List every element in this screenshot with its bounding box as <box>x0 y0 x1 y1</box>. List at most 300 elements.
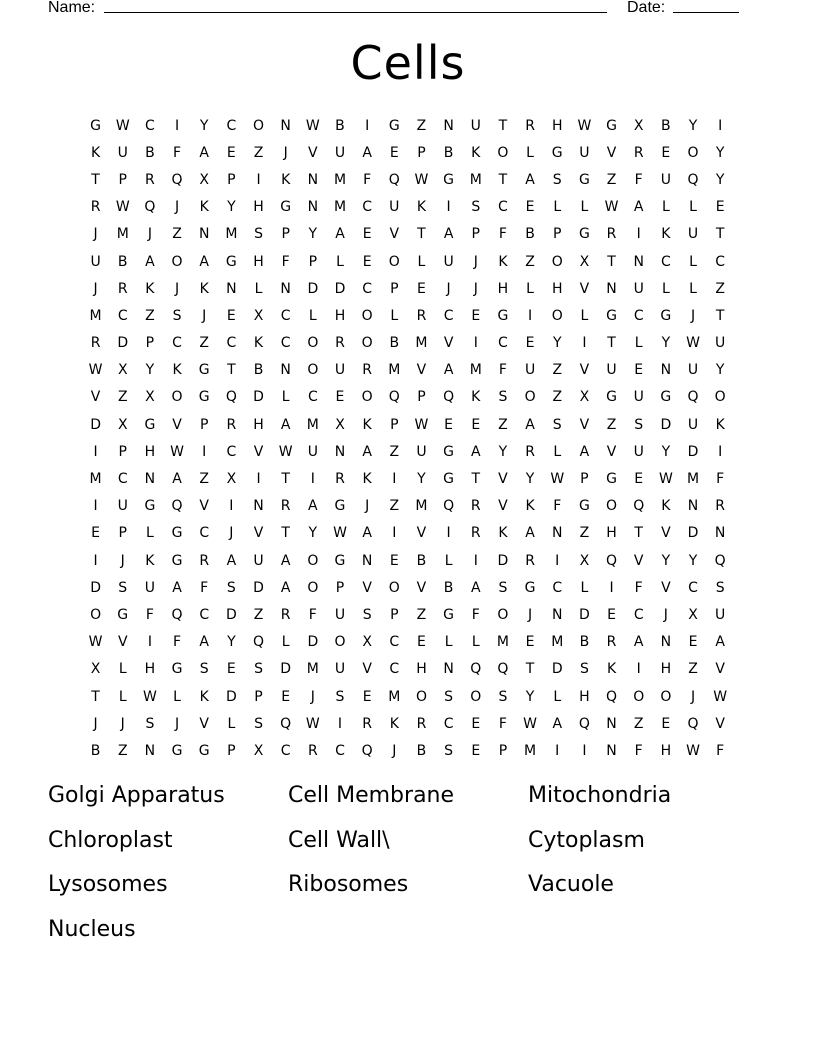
grid-letter: C <box>117 307 128 324</box>
word-list-item: Ribosomes <box>288 872 409 897</box>
grid-letter: R <box>470 525 481 542</box>
grid-row <box>82 411 734 438</box>
grid-letter: C <box>226 117 237 134</box>
grid-letter: O <box>687 144 699 161</box>
grid-letter: O <box>307 362 319 379</box>
grid-letter: Z <box>498 416 508 433</box>
grid-letter: M <box>469 171 482 188</box>
grid-letter: C <box>280 307 291 324</box>
grid-letter: M <box>415 498 428 515</box>
grid-letter: L <box>444 634 453 651</box>
grid-letter: H <box>253 416 264 433</box>
grid-letter: V <box>715 715 725 732</box>
grid-letter: R <box>525 552 535 569</box>
grid-letter: F <box>634 579 643 596</box>
grid-letter: A <box>362 144 372 161</box>
grid-letter: V <box>199 715 209 732</box>
grid-letter: L <box>689 280 697 297</box>
grid-letter: W <box>305 117 320 134</box>
grid-letter: H <box>144 661 156 678</box>
grid-letter: G <box>660 307 672 324</box>
word-list-item: Golgi Apparatus <box>48 783 225 808</box>
grid-letter: R <box>606 226 617 243</box>
grid-letter: V <box>579 416 590 433</box>
grid-letter: I <box>582 742 587 759</box>
grid-letter: J <box>174 280 180 297</box>
grid-letter: G <box>334 552 346 569</box>
grid-letter: K <box>145 280 155 297</box>
word-list-item: Cell Wall\ <box>288 827 390 853</box>
grid-letter: H <box>144 443 156 460</box>
grid-letter: G <box>225 253 237 270</box>
grid-letter: B <box>90 742 101 759</box>
grid-letter: C <box>443 307 454 324</box>
grid-letter: Q <box>606 688 618 705</box>
grid-letter: E <box>661 144 671 161</box>
grid-letter: K <box>199 199 209 216</box>
grid-letter: I <box>202 443 207 460</box>
grid-letter: C <box>389 661 400 678</box>
grid-letter: B <box>443 144 454 161</box>
grid-letter: L <box>526 280 534 297</box>
grid-letter: K <box>281 171 291 188</box>
grid-letter: D <box>280 661 292 678</box>
grid-letter: G <box>606 307 617 324</box>
grid-letter: G <box>443 171 455 188</box>
grid-letter: B <box>416 742 427 759</box>
grid-letter: J <box>690 307 696 324</box>
grid-letter: Q <box>144 199 156 216</box>
grid-letter: R <box>633 144 644 161</box>
grid-letter: O <box>388 253 400 270</box>
grid-letter: U <box>144 579 156 596</box>
grid-letter: P <box>417 144 426 161</box>
grid-letter: W <box>713 688 728 705</box>
grid-letter: A <box>280 552 291 569</box>
grid-letter: P <box>553 226 562 243</box>
grid-letter: A <box>280 416 291 433</box>
grid-letter: L <box>689 199 697 216</box>
grid-letter: A <box>172 579 182 596</box>
grid-letter: J <box>120 552 125 569</box>
grid-letter: F <box>498 362 507 379</box>
grid-letter: W <box>278 443 293 460</box>
grid-letter: H <box>497 280 509 297</box>
grid-letter: V <box>253 525 264 542</box>
grid-letter: S <box>471 199 481 216</box>
grid-letter: Q <box>253 634 265 651</box>
grid-letter: N <box>687 498 699 515</box>
grid-letter: W <box>88 362 103 379</box>
grid-letter: F <box>363 171 372 188</box>
grid-letter: P <box>390 416 399 433</box>
grid-letter: L <box>308 307 317 324</box>
grid-letter: I <box>229 498 234 515</box>
grid-letter: X <box>253 742 264 759</box>
grid-letter: T <box>607 253 616 270</box>
grid-letter: R <box>335 335 345 352</box>
grid-letter: L <box>254 280 263 297</box>
grid-letter: T <box>498 117 508 134</box>
grid-letter: T <box>281 525 290 542</box>
grid-letter: R <box>470 498 481 515</box>
grid-letter: G <box>443 471 455 488</box>
grid-letter: I <box>256 471 261 488</box>
grid-letter: G <box>171 742 183 759</box>
grid-letter: L <box>661 280 670 297</box>
grid-letter: Z <box>579 525 590 542</box>
grid-letter: O <box>524 389 536 406</box>
grid-letter: W <box>523 715 537 732</box>
grid-letter: Z <box>525 253 535 270</box>
grid-letter: G <box>144 498 156 515</box>
grid-letter: I <box>473 552 478 569</box>
grid-letter: X <box>117 362 128 379</box>
grid-letter: S <box>498 688 508 705</box>
grid-letter: R <box>416 307 427 324</box>
grid-letter: C <box>362 199 373 216</box>
grid-letter: A <box>280 579 291 596</box>
grid-letter: U <box>579 144 590 161</box>
grid-letter: C <box>660 253 671 270</box>
grid-letter: F <box>471 606 480 623</box>
grid-letter: D <box>307 280 319 297</box>
grid-letter: M <box>89 471 102 488</box>
grid-letter: S <box>715 579 725 596</box>
grid-letter: Y <box>525 471 535 488</box>
grid-letter: W <box>577 117 592 134</box>
grid-letter: P <box>580 471 589 488</box>
grid-letter: K <box>498 253 508 270</box>
grid-letter: O <box>470 688 482 705</box>
grid-letter: G <box>90 117 101 134</box>
word-list-item: Chloroplast <box>48 827 173 853</box>
page-title: Cells <box>350 36 466 90</box>
grid-letter: I <box>337 715 343 732</box>
grid-letter: T <box>227 362 236 379</box>
grid-letter: C <box>226 335 237 352</box>
grid-letter: R <box>90 335 101 352</box>
grid-letter: Q <box>687 171 699 188</box>
grid-letter: L <box>634 335 643 352</box>
grid-letter: N <box>660 362 672 379</box>
grid-letter: E <box>471 416 481 433</box>
grid-letter: U <box>416 443 427 460</box>
grid-row <box>82 275 734 302</box>
grid-letter: C <box>199 606 210 623</box>
grid-row <box>82 248 734 275</box>
grid-letter: F <box>498 715 507 732</box>
grid-letter: P <box>390 280 399 297</box>
grid-letter: L <box>390 307 399 324</box>
grid-letter: U <box>687 416 699 433</box>
grid-letter: U <box>334 661 346 678</box>
grid-letter: Y <box>715 362 725 379</box>
grid-letter: W <box>115 199 130 216</box>
grid-letter: S <box>254 715 263 732</box>
grid-letter: P <box>254 688 263 705</box>
grid-letter: V <box>633 552 644 569</box>
grid-letter: O <box>334 634 346 651</box>
grid-letter: Q <box>225 389 237 406</box>
grid-letter: J <box>93 226 98 243</box>
grid-letter: U <box>715 606 726 623</box>
grid-letter: I <box>528 307 533 324</box>
grid-letter: N <box>280 117 291 134</box>
grid-letter: P <box>118 525 127 542</box>
grid-letter: N <box>253 498 264 515</box>
grid-row <box>82 438 734 465</box>
grid-letter: I <box>718 443 723 460</box>
grid-letter: L <box>553 443 562 460</box>
grid-row <box>82 547 734 574</box>
grid-row <box>82 520 734 547</box>
grid-letter: K <box>661 226 671 243</box>
grid-letter: X <box>145 389 155 406</box>
grid-letter: F <box>634 742 643 759</box>
grid-letter: I <box>392 525 397 542</box>
grid-letter: H <box>551 117 563 134</box>
grid-letter: S <box>254 226 263 243</box>
grid-letter: S <box>254 661 263 678</box>
grid-letter: D <box>90 579 101 596</box>
grid-letter: Q <box>578 715 590 732</box>
grid-letter: U <box>470 117 481 134</box>
grid-letter: W <box>414 171 429 188</box>
grid-letter: J <box>283 144 288 161</box>
grid-letter: E <box>226 307 236 324</box>
grid-letter: A <box>443 226 454 243</box>
grid-letter: Q <box>171 498 183 515</box>
grid-letter: S <box>335 688 345 705</box>
grid-letter: S <box>118 579 128 596</box>
grid-letter: Z <box>172 226 182 243</box>
grid-letter: M <box>333 171 347 188</box>
grid-letter: N <box>334 443 346 460</box>
grid-letter: J <box>174 199 180 216</box>
grid-letter: L <box>281 389 290 406</box>
grid-letter: B <box>145 144 155 161</box>
grid-letter: E <box>661 715 671 732</box>
grid-letter: Q <box>633 498 645 515</box>
grid-row <box>82 166 734 193</box>
grid-letter: L <box>580 199 589 216</box>
grid-letter: O <box>660 688 672 705</box>
grid-letter: Y <box>661 443 671 460</box>
grid-letter: T <box>91 688 100 705</box>
grid-letter: P <box>417 389 426 406</box>
grid-letter: H <box>334 307 346 324</box>
grid-letter: S <box>579 661 589 678</box>
grid-letter: J <box>365 498 370 515</box>
grid-letter: Y <box>661 552 671 569</box>
grid-letter: H <box>660 661 672 678</box>
grid-letter: A <box>470 579 481 596</box>
grid-letter: G <box>388 117 400 134</box>
grid-letter: E <box>688 634 698 651</box>
grid-letter: N <box>307 199 319 216</box>
grid-letter: G <box>171 552 183 569</box>
grid-letter: D <box>660 416 672 433</box>
grid-letter: A <box>525 171 535 188</box>
grid-letter: L <box>281 634 290 651</box>
grid-letter: O <box>551 307 563 324</box>
grid-letter: Q <box>443 389 455 406</box>
grid-row <box>82 330 734 357</box>
grid-letter: M <box>469 362 482 379</box>
grid-letter: E <box>91 525 100 542</box>
grid-letter: I <box>392 471 397 488</box>
word-list-item: Lysosomes <box>48 872 168 897</box>
grid-letter: Y <box>688 552 698 569</box>
grid-letter: Z <box>416 606 427 623</box>
grid-letter: J <box>473 280 478 297</box>
grid-letter: R <box>117 280 128 297</box>
grid-row <box>82 357 734 384</box>
grid-letter: Z <box>389 498 400 515</box>
grid-letter: C <box>280 742 291 759</box>
grid-letter: G <box>334 498 346 515</box>
grid-letter: J <box>147 226 152 243</box>
grid-letter: C <box>633 307 644 324</box>
grid-letter: N <box>226 280 237 297</box>
grid-letter: H <box>551 280 563 297</box>
grid-letter: R <box>715 498 726 515</box>
grid-letter: D <box>253 579 264 596</box>
grid-letter: Z <box>199 335 209 352</box>
grid-letter: E <box>362 253 372 270</box>
grid-letter: Z <box>199 471 209 488</box>
grid-row <box>82 384 734 411</box>
grid-letter: M <box>415 335 428 352</box>
grid-letter: N <box>606 742 617 759</box>
grid-letter: B <box>443 579 454 596</box>
grid-letter: X <box>688 606 698 623</box>
grid-letter: U <box>687 362 699 379</box>
grid-letter: E <box>634 471 644 488</box>
grid-letter: S <box>552 171 562 188</box>
grid-letter: D <box>90 416 101 433</box>
grid-letter: U <box>90 253 101 270</box>
grid-letter: K <box>471 144 481 161</box>
grid-letter: G <box>171 525 183 542</box>
grid-letter: T <box>715 307 725 324</box>
grid-letter: I <box>555 552 560 569</box>
grid-letter: V <box>308 144 318 161</box>
grid-letter: K <box>199 280 209 297</box>
grid-letter: F <box>308 606 317 623</box>
grid-letter: Z <box>552 389 563 406</box>
grid-letter: P <box>118 443 127 460</box>
grid-letter: Z <box>145 307 155 324</box>
grid-letter: C <box>498 199 508 216</box>
grid-letter: I <box>310 471 315 488</box>
grid-letter: V <box>498 498 508 515</box>
grid-letter: M <box>89 307 102 324</box>
grid-row <box>82 112 734 139</box>
grid-letter: V <box>661 525 671 542</box>
grid-letter: U <box>334 144 346 161</box>
grid-letter: L <box>227 715 236 732</box>
grid-letter: L <box>145 525 154 542</box>
grid-letter: R <box>362 362 372 379</box>
grid-letter: T <box>91 171 100 188</box>
grid-letter: G <box>606 471 617 488</box>
grid-letter: C <box>443 715 454 732</box>
grid-letter: Y <box>199 117 209 134</box>
grid-letter: V <box>661 579 671 596</box>
grid-letter: V <box>579 280 590 297</box>
grid-letter: N <box>551 525 563 542</box>
grid-letter: Y <box>417 471 426 488</box>
grid-letter: I <box>446 525 451 542</box>
grid-letter: S <box>552 416 562 433</box>
grid-letter: Z <box>688 661 698 678</box>
grid-letter: I <box>555 742 560 759</box>
grid-letter: C <box>389 634 400 651</box>
grid-letter: M <box>686 471 700 488</box>
grid-row <box>82 493 734 520</box>
grid-letter: H <box>660 742 672 759</box>
grid-letter: L <box>444 552 453 569</box>
grid-letter: A <box>199 144 209 161</box>
grid-letter: D <box>253 389 264 406</box>
grid-letter: E <box>607 606 616 623</box>
word-list <box>48 778 768 956</box>
grid-letter: N <box>198 226 210 243</box>
grid-letter: K <box>498 525 508 542</box>
grid-letter: L <box>118 688 127 705</box>
grid-letter: D <box>687 443 699 460</box>
grid-letter: M <box>388 688 401 705</box>
grid-letter: Z <box>117 389 128 406</box>
grid-letter: I <box>93 498 98 515</box>
grid-letter: X <box>253 307 264 324</box>
word-list-item: Cell Membrane <box>288 783 455 808</box>
grid-letter: U <box>660 171 671 188</box>
grid-letter: N <box>144 742 156 759</box>
grid-letter: L <box>471 634 480 651</box>
grid-letter: E <box>634 362 644 379</box>
grid-letter: G <box>578 226 590 243</box>
grid-letter: H <box>579 688 590 705</box>
grid-letter: A <box>552 715 563 732</box>
grid-letter: K <box>172 362 182 379</box>
grid-letter: Q <box>687 715 699 732</box>
grid-letter: R <box>416 715 427 732</box>
grid-letter: X <box>335 416 345 433</box>
grid-letter: Z <box>389 443 400 460</box>
grid-letter: T <box>417 226 426 243</box>
grid-letter: D <box>579 606 590 623</box>
grid-letter: Z <box>606 416 617 433</box>
grid-row <box>82 601 734 628</box>
grid-row <box>82 302 734 329</box>
grid-letter: M <box>116 226 129 243</box>
grid-letter: R <box>335 471 345 488</box>
grid-letter: Z <box>633 715 644 732</box>
grid-letter: G <box>198 742 210 759</box>
grid-letter: O <box>307 579 319 596</box>
grid-letter: P <box>281 226 290 243</box>
grid-letter: E <box>389 552 399 569</box>
grid-letter: K <box>199 688 209 705</box>
grid-letter: T <box>634 525 643 542</box>
grid-letter: O <box>714 389 726 406</box>
grid-letter: A <box>145 253 155 270</box>
grid-letter: P <box>308 253 318 270</box>
grid-letter: Y <box>552 335 562 352</box>
